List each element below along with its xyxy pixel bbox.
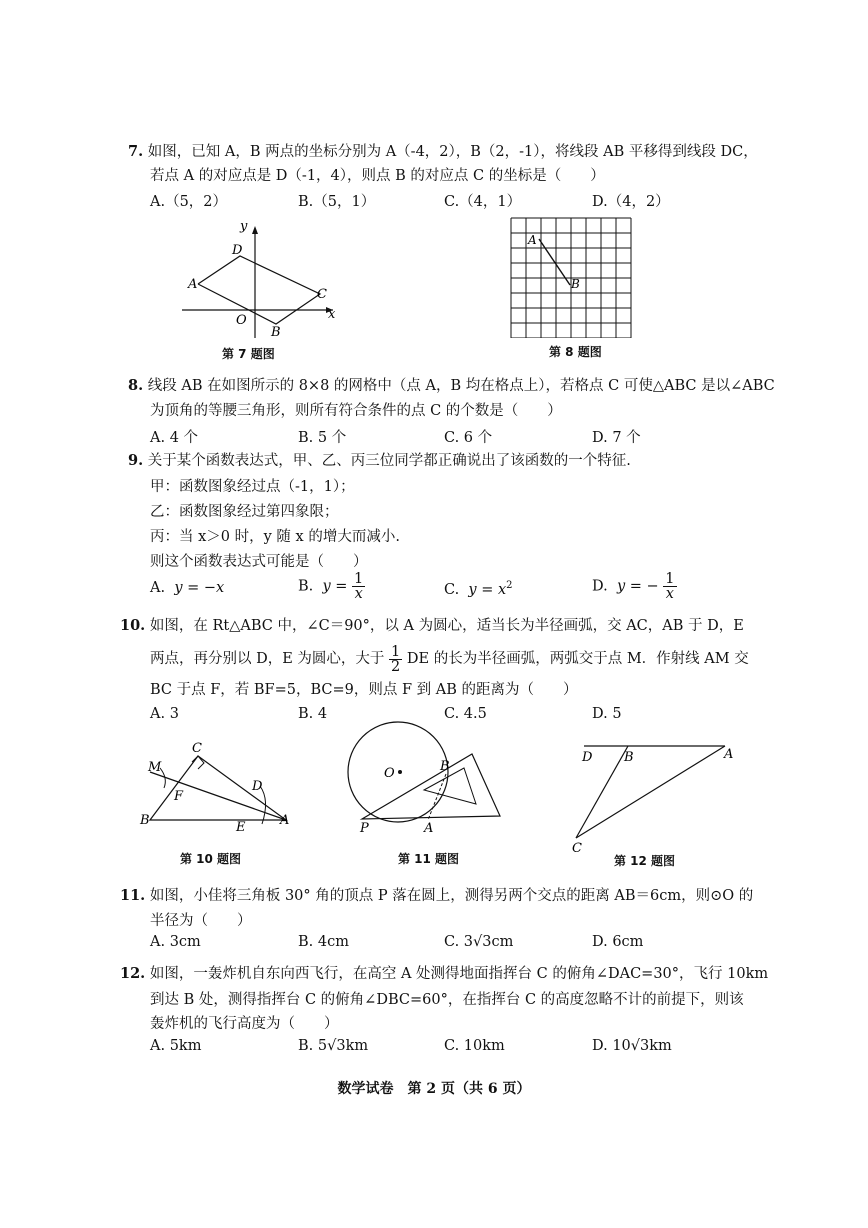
q9-stem-3: 乙：函数图象经过第四象限；: [150, 504, 339, 520]
q8-stem-2: 为顶角的等腰三角形，则所有符合条件的点 C 的个数是（ ）: [150, 403, 562, 419]
label-c: C: [192, 741, 202, 756]
q10-stem-2: 两点，再分别以 D，E 为圆心，大于 $\frac{1}{2}$ DE 的长为半径画弧，两弧交于点 M．作射线 AM 交: [150, 643, 749, 675]
q9-number: 9.: [128, 452, 144, 469]
q7-option-c: C.（4，1）: [444, 194, 522, 210]
q7-option-b: B.（5，1）: [298, 194, 376, 210]
label-b: B: [271, 325, 281, 340]
q10-option-a: A. 3: [150, 706, 179, 722]
q7-text-line1: [128, 142, 758, 162]
label-c: C: [317, 287, 327, 302]
q9-stem-2: 甲：函数图象经过点（-1，1）；: [150, 479, 355, 495]
label-o: O: [236, 313, 247, 328]
q10-text-line1: [120, 616, 744, 636]
q8-option-c: C. 6 个: [444, 430, 493, 446]
q11-number: 11.: [120, 887, 146, 904]
q8-option-b: B. 5 个: [298, 430, 347, 446]
label-c: C: [572, 841, 582, 856]
q9-option-d-fraction: $\frac{1}{x}$: [665, 571, 675, 602]
parallelogram-abcd: [198, 256, 320, 324]
label-e: E: [236, 820, 246, 835]
label-d: D: [252, 779, 263, 794]
q7-figure: [178, 220, 343, 342]
q9-stem-4: 丙：当 x＞0 时，y 随 x 的增大而减小.: [150, 529, 400, 545]
q10-option-c: C. 4.5: [444, 706, 487, 722]
label-b: B: [624, 750, 634, 765]
q10-caption: 第 10 题图: [180, 852, 242, 866]
q10-stem-3: BC 于点 F，若 BF=5，BC=9，则点 F 到 AB 的距离为（ ）: [150, 682, 578, 698]
q8-number: 8.: [128, 377, 144, 394]
q12-option-a: A. 5km: [150, 1038, 202, 1054]
chord-ab: [428, 774, 446, 820]
label-a: A: [724, 747, 734, 762]
q12-stem-2: 到达 B 处，测得指挥台 C 的俯角∠DBC=60°，在指挥台 C 的高度忽略不计的前提下，则该: [150, 992, 744, 1008]
q9-option-b-fraction: $\frac{1}{x}$: [354, 571, 364, 602]
q11-option-a: A. 3cm: [150, 934, 201, 950]
label-m: M: [148, 760, 162, 775]
q12-option-b: B. 5√3km: [298, 1038, 369, 1054]
q8-caption: 第 8 题图: [549, 345, 602, 359]
q12-text-line1: [120, 964, 768, 984]
q12-number: 12.: [120, 965, 146, 982]
q12-stem-1: 如图，一轰炸机自东向西飞行，在高空 A 处测得地面指挥台 C 的俯角∠DAC=30°，飞行 10km: [149, 966, 769, 982]
q8-option-d: D. 7 个: [592, 430, 641, 446]
q11-stem-1: 如图，小佳将三角板 30° 角的顶点 P 落在圆上，测得另两个交点的距离 AB＝6cm，则⊙O 的: [149, 888, 754, 904]
q7-stem-2: 若点 A 的对应点是 D（-1，4），则点 B 的对应点 C 的坐标是（ ）: [150, 168, 605, 184]
label-a: A: [188, 277, 198, 292]
q9-option-b: B. y = $\frac{1}{x}$: [298, 571, 364, 602]
q8-figure: [509, 216, 633, 338]
label-p: P: [360, 821, 369, 836]
q12-option-c: C. 10km: [444, 1038, 505, 1054]
label-d: D: [582, 750, 593, 765]
q12-option-d: D. 10√3km: [592, 1038, 672, 1054]
q9-option-a: A. y = −x: [150, 580, 225, 596]
label-b: B: [140, 813, 150, 828]
q10-number: 10.: [120, 617, 146, 634]
label-a: A: [528, 233, 537, 247]
q8-option-a: A. 4 个: [150, 430, 199, 446]
q8-text-line1: [128, 376, 775, 396]
label-a: A: [424, 821, 434, 836]
page-footer: 数学试卷 第 2 页（共 6 页）: [337, 1081, 531, 1097]
q10-stem-1: 如图，在 Rt△ABC 中，∠C＝90°，以 A 为圆心，适当长为半径画弧，交 AC，AB 于 D，E: [149, 618, 744, 634]
q7-option-d: D.（4，2）: [592, 194, 670, 210]
label-a: A: [280, 813, 290, 828]
label-o: O: [384, 766, 395, 781]
center-o: [398, 770, 402, 774]
q11-caption: 第 11 题图: [398, 852, 460, 866]
label-f: F: [174, 789, 184, 804]
q9-stem-5: 则这个函数表达式可能是（ ）: [150, 554, 368, 570]
q11-option-c: C. 3√3cm: [444, 934, 514, 950]
q7-stem-1: 如图，已知 A，B 两点的坐标分别为 A（-4，2），B（2，-1），将线段 AB 平移得到线段 DC，: [147, 144, 758, 160]
q7-caption: 第 7 题图: [222, 347, 275, 361]
q11-stem-2: 半径为（ ）: [150, 913, 252, 929]
q10-option-d: D. 5: [592, 706, 622, 722]
label-d: D: [232, 243, 243, 258]
set-square-inner: [424, 768, 476, 804]
q9-option-a-expr: y = −x: [174, 580, 225, 596]
q12-figure: [570, 738, 745, 856]
label-y: y: [240, 220, 248, 234]
q10-option-b: B. 4: [298, 706, 328, 722]
q9-text-line1: [128, 451, 631, 471]
q12-caption: 第 12 题图: [614, 854, 676, 868]
ray-am: [150, 772, 286, 820]
q11-text-line1: [120, 886, 753, 906]
q8-stem-1: 线段 AB 在如图所示的 8×8 的网格中（点 A，B 均在格点上），若格点 C 可使△ABC 是以∠ABC: [147, 378, 775, 394]
label-x: x: [328, 307, 336, 322]
q11-option-b: B. 4cm: [298, 934, 349, 950]
label-b: B: [440, 759, 450, 774]
label-b: B: [571, 277, 580, 291]
q12-stem-3: 轰炸机的飞行高度为（ ）: [150, 1016, 339, 1032]
q7-option-a: A.（5，2）: [150, 194, 228, 210]
q9-option-d: D. y = − $\frac{1}{x}$: [592, 571, 675, 602]
q11-option-d: D. 6cm: [592, 934, 644, 950]
q7-number: 7.: [128, 143, 144, 160]
q10-fraction-half: $\frac{1}{2}$: [391, 643, 401, 675]
line-ac: [576, 746, 725, 838]
q9-stem-1: 关于某个函数表达式，甲、乙、丙三位同学都正确说出了该函数的一个特征.: [147, 453, 631, 469]
q11-figure: [340, 714, 515, 839]
q9-option-c: C. $y = x^2$: [444, 580, 513, 598]
q10-figure: [138, 738, 298, 838]
